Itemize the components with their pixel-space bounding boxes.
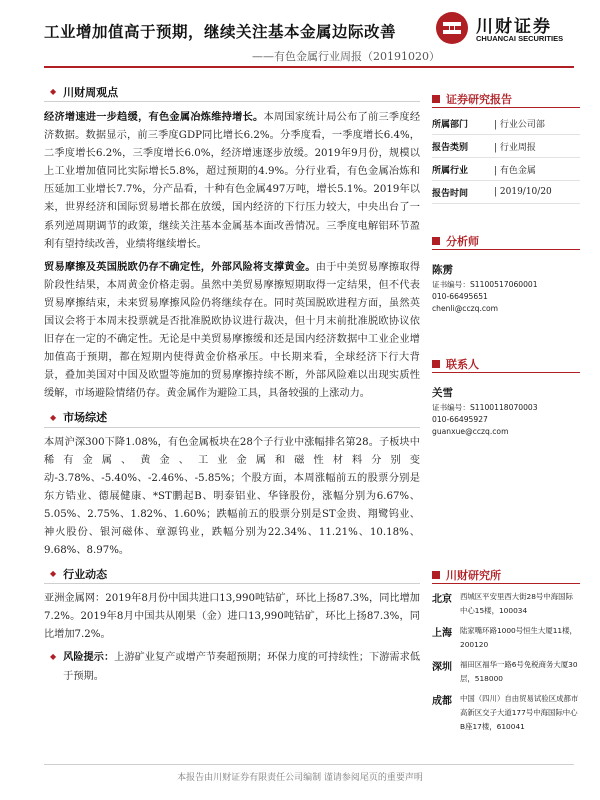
square-bullet-icon — [432, 237, 440, 245]
diamond-bullet-icon: ◆ — [50, 87, 57, 96]
diamond-bullet-icon: ◆ — [50, 569, 57, 579]
info-key: 报告类别 — [432, 142, 469, 153]
institute-city: 成都 — [432, 696, 452, 707]
info-row — [432, 158, 580, 181]
paragraph-body: 由于中美贸易摩擦取得阶段性结果，本周黄金价格走弱。虽然中美贸易摩擦短期取得一定结果，但不代表贸易摩擦结束，未来贸易摩擦风险仍将继续存在。同时英国脱欧进程方面，虽然英国议会将于本周末投票就是否批准脱欧协议进行裁决，但十月末前批准脱欧协议依旧存在一定的不确定性。无论是中美贸易摩擦缓和还是国内经济数据中工业企业增加值高于预期，都在短期内使得黄金价格承压。中长期来看，全球经济下行大背景，叠加美国对中国及欧盟等施加的贸易摩擦持续不断，外部风险难以出现实质性缓解，市场避险情绪仍存。黄金属作为避险工具，具备较强的上涨动力。 — [44, 261, 421, 400]
paragraph-economy — [44, 108, 420, 254]
institute-row — [432, 590, 580, 618]
sidebar-title: 证券研究报告 — [446, 92, 512, 106]
section-title: 川财周观点 — [63, 85, 119, 99]
info-value: | 行业周报 — [494, 142, 536, 153]
institute-address: 陆家嘴环路1000号恒生大厦11楼，200120 — [460, 626, 577, 649]
sidebar-title: 分析师 — [446, 234, 479, 248]
institute-row — [432, 692, 580, 734]
header-divider — [44, 66, 574, 68]
institute-city: 上海 — [432, 628, 452, 639]
paragraph-body: 本周国家统计局公布了前三季度经济数据。数据显示，前三季度GDP同比增长6.2%。分季度看，一季度增长6.4%，二季度增长6.2%，三季度增长6.0%，经济增速逐步放缓。2019年9月份，规模以上工业增加值同比实际增长5.8%，超过预期的4.9%。分行业看，有色金属冶炼和压延加工业增长7.7%，分产品看，十种有色金属497万吨，增长5.1%。2019年以来，世界经济和国际贸易增长都在放缓，国内经济的下行压力较大，中央出台了一系列逆周期调节的政策，继续关注基本金属基本面改善情况。三季度电解铝环节盈利有望持续改善，业绩将继续增长。 — [44, 112, 421, 250]
info-row — [432, 112, 580, 135]
footer-divider — [44, 764, 574, 765]
section-header-weekly-view — [44, 82, 420, 102]
institute-address: 中国（四川）自由贸易试验区成都市高新区交子大道177号中海国际中心B座17楼，610041 — [460, 694, 579, 731]
paragraph-lead: 贸易摩擦及英国脱欧仍存不确定性，外部风险将支撑黄金。 — [44, 260, 316, 273]
diamond-bullet-icon: ◆ — [50, 412, 57, 422]
square-bullet-icon — [432, 95, 440, 103]
page-footer: 本报告由川财证券有限责任公司编制 谨请参阅尾页的重要声明 — [177, 773, 423, 783]
paragraph-lead: 经济增速进一步趋缓，有色金属冶炼维持增长。 — [44, 111, 264, 123]
main-column — [44, 82, 420, 692]
institute-city: 北京 — [432, 594, 452, 605]
contact-name: 关雪 — [432, 387, 453, 399]
logo-emblem-icon — [436, 12, 468, 44]
paragraph-industry: 亚洲金属网：2019年8月份中国共进口13,990吨钴矿，环比上扬87.3%，同比增加7.2%。2019年8月中国共从刚果（金）进口13,990吨钴矿，环比上扬87.3%，同比增加7.2%。 — [44, 593, 420, 641]
analyst-cert: 证书编号：S1100517060001 — [432, 280, 538, 289]
institute-address: 福田区福华一路6号免税商务大厦30层，518000 — [460, 660, 578, 683]
report-subtitle: ——有色金属行业周报（20191020） — [252, 50, 440, 63]
section-title: 行业动态 — [63, 567, 108, 581]
square-bullet-icon — [432, 571, 440, 579]
institute-city: 深圳 — [432, 662, 452, 673]
diamond-bullet-icon: ◆ — [50, 652, 57, 662]
contact-cert: 证书编号：S1100118070003 — [432, 403, 538, 412]
section-header-industry — [44, 564, 420, 584]
square-bullet-icon — [432, 360, 440, 368]
sidebar-header-institute — [432, 566, 580, 584]
info-key: 报告时间 — [432, 188, 469, 199]
contact-email[interactable]: guanxue@cczq.com — [432, 427, 509, 436]
info-row — [432, 181, 580, 204]
contact-card — [432, 385, 580, 438]
paragraph-market: 本周沪深300下降1.08%，有色金属板块在28个子行业中涨幅排名第28。子板块中稀有金属、黄金、工业金属和磁性材料分别变动-3.78%、-5.40%、-2.46%、-5.85%；个股方面，本周涨幅前五的股票分别是东方锆业、德展健康、*ST鹏起B、明泰铝业、华锋股份，涨幅分别为6.67%、5.05%、2.75%、1.82%、1.60%；跌幅前五的股票分别是ST金贵、翔鹭钨业、神火股份、银河磁体、章源钨业，跌幅分别为22.34%、11.21%、10.18%、9.68%、8.97%。 — [44, 436, 420, 557]
sidebar-header-analyst — [432, 232, 580, 250]
analyst-phone: 010-66495651 — [432, 292, 488, 301]
institute-row — [432, 624, 580, 652]
sidebar-header-report — [432, 90, 580, 108]
info-value: | 有色金属 — [494, 165, 536, 176]
sidebar-title: 川财研究所 — [446, 568, 501, 582]
paragraph-lead: 风险提示： — [63, 651, 115, 664]
report-title: 工业增加值高于预期，继续关注基本金属边际改善 — [44, 22, 397, 41]
sidebar-header-contact — [432, 355, 580, 373]
company-logo — [436, 12, 576, 48]
section-title: 市场综述 — [63, 411, 108, 424]
analyst-email[interactable]: chenli@cczq.com — [432, 304, 499, 313]
info-row — [432, 135, 580, 158]
section-risk — [44, 648, 420, 685]
report-header — [0, 0, 600, 80]
logo-name-en: CHUANCAI SECURITIES — [476, 34, 564, 43]
info-key: 所属行业 — [432, 165, 469, 176]
section-header-market — [44, 408, 420, 428]
logo-name-cn: 川财证券 — [476, 17, 552, 37]
paragraph-gold — [44, 258, 420, 404]
info-value: | 2019/10/20 — [494, 187, 552, 197]
info-key: 所属部门 — [432, 119, 469, 130]
paragraph-risk — [63, 648, 420, 685]
analyst-card — [432, 262, 580, 315]
institute-row — [432, 658, 580, 686]
institute-address: 西城区平安里西大街28号中海国际中心15楼，100034 — [460, 592, 573, 615]
sidebar — [432, 90, 580, 734]
analyst-name: 陈雳 — [432, 264, 453, 276]
info-value: | 行业公司部 — [494, 119, 545, 130]
contact-phone: 010-66495927 — [432, 415, 488, 424]
sidebar-title: 联系人 — [446, 357, 479, 371]
paragraph-body: 上游矿业复产或增产节奏超预期；环保力度的可持续性；下游需求低于预期。 — [63, 652, 421, 682]
